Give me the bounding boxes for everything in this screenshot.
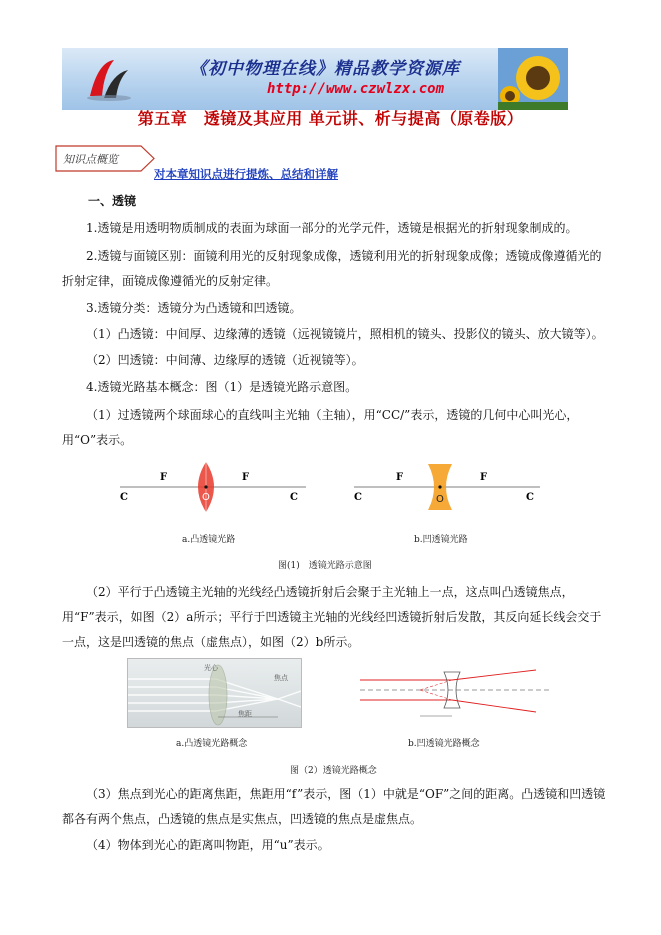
photo-label-optical-center: 光心 xyxy=(204,664,218,672)
banner-url[interactable]: http://www.czwlzx.com xyxy=(267,81,445,97)
tag-description: 对本章知识点进行提炼、总结和详解 xyxy=(154,167,338,181)
label-f-left: F xyxy=(160,472,168,483)
figure2-caption: 图（2）透镜光路概念 xyxy=(290,766,377,776)
tag-label: 知识点概览 xyxy=(63,153,118,166)
optical-center-point xyxy=(438,485,441,488)
label-f-right: F xyxy=(242,472,250,483)
label-c-left: C xyxy=(354,492,362,503)
logo-icon xyxy=(84,56,134,102)
paragraph-3: 3.透镜分类：透镜分为凸透镜和凹透镜。 xyxy=(86,301,302,315)
figure1-caption-a: a.凸透镜光路 xyxy=(182,535,236,545)
paragraph-5: （2）凹透镜：中间薄、边缘厚的透镜（近视镜等）。 xyxy=(86,353,364,367)
figure1-caption: 图(1) 透镜光路示意图 xyxy=(278,561,372,571)
photo-label-focus: 焦点 xyxy=(274,674,288,682)
convex-lens-photo xyxy=(127,658,302,728)
concave-lens-concept-diagram xyxy=(360,668,550,720)
label-c-left: C xyxy=(120,492,128,503)
label-f-right: F xyxy=(480,472,488,483)
paragraph-7: （1）过透镜两个球面球心的直线叫主光轴（主轴），用“CC/”表示，透镜的几何中心叫光心，用“O”表示。 xyxy=(62,408,579,447)
paragraph-9: （3）焦点到光心的距离焦距，焦距用“f”表示，图（1）中就是“OF”之间的距离。凸透镜和凹透镜都各有两个焦点，凸透镜的焦点是实焦点，凹透镜的焦点是虚焦点。 xyxy=(62,787,606,826)
paragraph-1: 1.透镜是用透明物质制成的表面为球面一部分的光学元件，透镜是根据光的折射现象制成的。 xyxy=(86,221,578,235)
figure1-caption-b: b.凹透镜光路 xyxy=(414,535,468,545)
paragraph-8: （2）平行于凸透镜主光轴的光线经凸透镜折射后会聚于主光轴上一点，这点叫凸透镜焦点，用“F”表示，如图（2）a所示；平行于凹透镜主光轴的光线经凹透镜折射后发散，其反向延长线会交于一点，这是凹透镜的焦点（虚焦点），如图（2）b所示。 xyxy=(62,585,602,649)
section-heading: 一、透镜 xyxy=(88,194,137,208)
banner-title: 《初中物理在线》精品教学资源库 xyxy=(190,59,460,79)
label-c-right: C xyxy=(290,492,298,503)
page-title: 第五章 透镜及其应用 单元讲、析与提高（原卷版） xyxy=(137,109,524,128)
figure2-caption-b: b.凹透镜光路概念 xyxy=(408,739,480,749)
figure2-caption-a: a.凸透镜光路概念 xyxy=(176,739,248,749)
photo-label-focal-length: 焦距 xyxy=(238,710,252,718)
convex-lens-diagram xyxy=(118,460,308,526)
label-o: O xyxy=(436,494,444,505)
label-c-right: C xyxy=(526,492,534,503)
header-banner xyxy=(62,48,568,110)
paragraph-2: 2.透镜与面镜区别：面镜利用光的反射现象成像，透镜利用光的折射现象成像；透镜成像遵循光的折射定律，面镜成像遵循光的反射定律。 xyxy=(62,249,602,288)
knowledge-tag xyxy=(55,145,155,172)
paragraph-10: （4）物体到光心的距离叫物距，用“u”表示。 xyxy=(86,838,330,852)
label-f-left: F xyxy=(396,472,404,483)
optical-center-point xyxy=(204,485,207,488)
sunflower-icon xyxy=(498,48,568,110)
label-o: O xyxy=(202,492,210,503)
paragraph-4: （1）凸透镜：中间厚、边缘薄的透镜（远视镜镜片，照相机的镜头、投影仪的镜头、放大镜等）。 xyxy=(86,327,604,341)
concave-lens-diagram xyxy=(352,460,542,526)
paragraph-6: 4.透镜光路基本概念：图（1）是透镜光路示意图。 xyxy=(86,380,358,394)
